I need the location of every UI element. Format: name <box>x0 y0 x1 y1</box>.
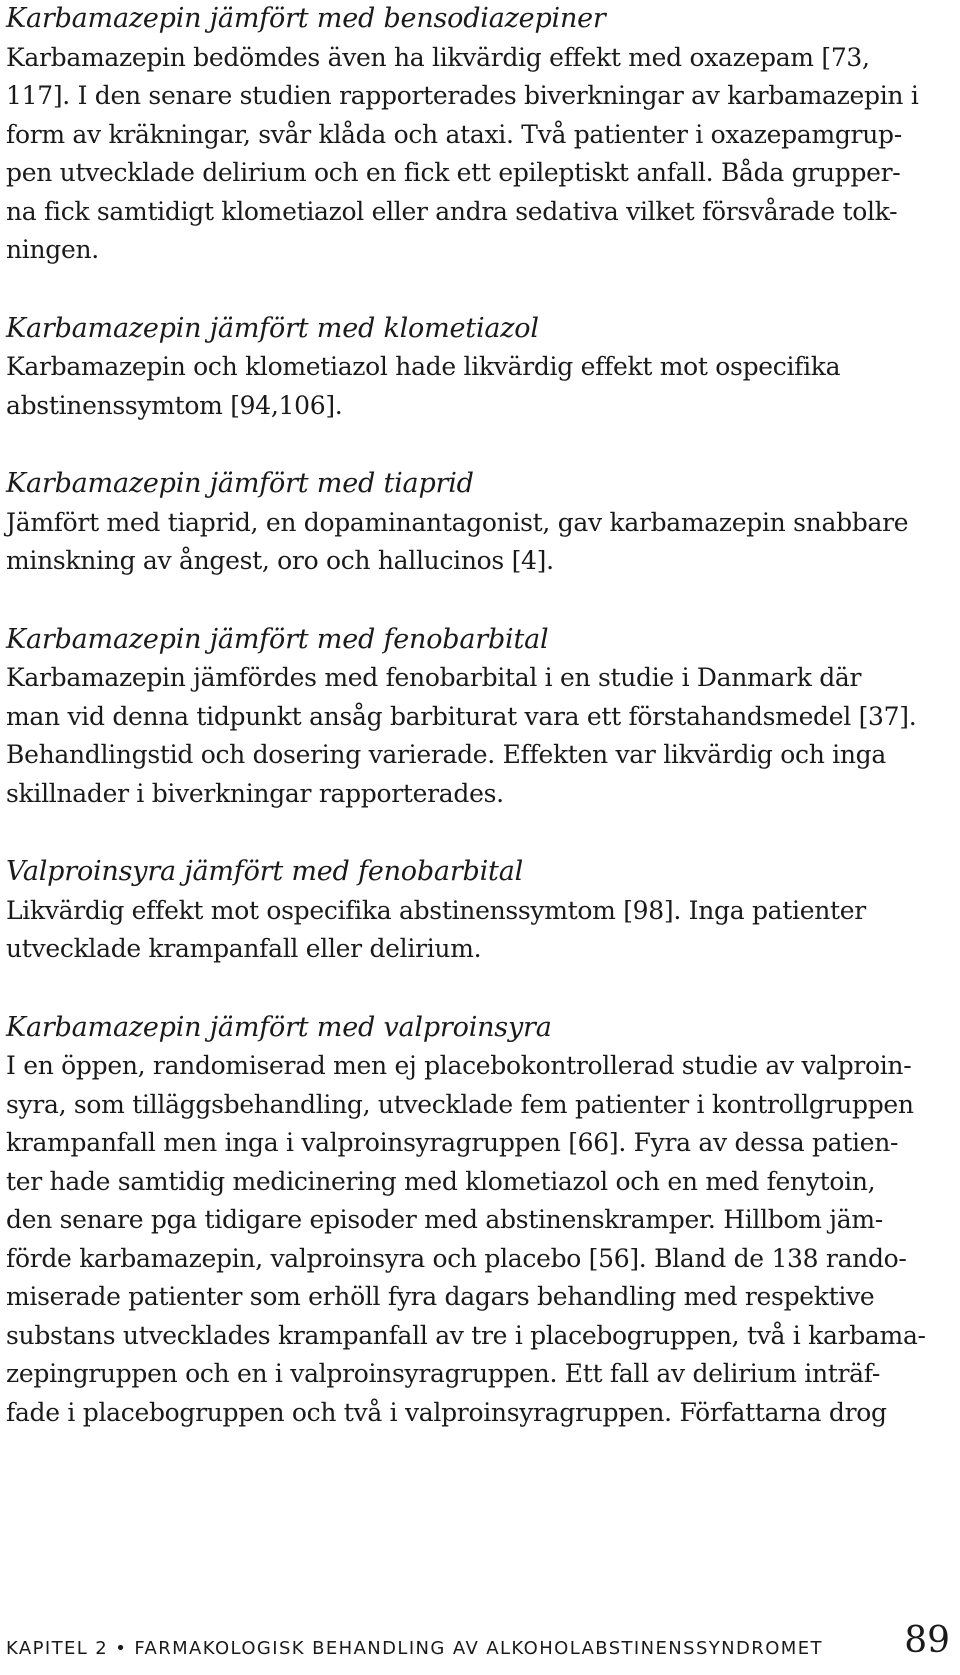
paragraph-line: Karbamazepin bedömdes även ha likvärdig effekt med oxazepam [73, <box>6 42 870 72</box>
paragraph-line: den senare pga tidigare episoder med abstinenskramper. Hillbom jäm- <box>6 1205 883 1234</box>
document-page <box>6 0 950 1432</box>
section-klometiazol <box>6 310 950 426</box>
paragraph-line: ningen. <box>6 235 99 264</box>
paragraph-line: zepingruppen och en i valproinsyragruppen. Ett fall av delirium inträf- <box>6 1359 881 1388</box>
section-tiaprid <box>6 465 950 581</box>
section-bensodiazepiner <box>6 0 950 270</box>
paragraph-line: Karbamazepin jämfördes med fenobarbital i en studie i Danmark där <box>6 663 862 692</box>
paragraph-line: Karbamazepin och klometiazol hade likvärdig effekt mot ospecifika <box>6 352 841 381</box>
section-heading: Karbamazepin jämfört med klometiazol <box>6 312 539 344</box>
paragraph-line: Jämfört med tiaprid, en dopaminantagonist, gav karbamazepin snabbare <box>6 507 909 537</box>
paragraph-line: fade i placebogruppen och två i valproinsyragruppen. Författarna drog <box>6 1397 887 1427</box>
paragraph-line: abstinenssymtom [94,106]. <box>6 390 343 420</box>
paragraph-line: syra, som tilläggsbehandling, utvecklade fem patienter i kontrollgruppen <box>6 1089 914 1119</box>
paragraph-line: 117]. I den senare studien rapporterades biverkningar av karbamazepin i <box>6 81 919 110</box>
section-heading: Karbamazepin jämfört med tiaprid <box>6 468 474 499</box>
section-heading: Karbamazepin jämfört med bensodiazepiner <box>6 3 606 34</box>
running-head: KAPITEL 2 • FARMAKOLOGISK BEHANDLING AV ALKOHOLABSTINENSSYNDROMET <box>6 1638 823 1659</box>
paragraph-line: miserade patienter som erhöll fyra dagars behandling med respektive <box>6 1282 875 1311</box>
paragraph-line: krampanfall men inga i valproinsyragruppen [66]. Fyra av dessa patien- <box>6 1128 899 1157</box>
section-valproinsyra <box>6 1009 950 1433</box>
section-heading: Karbamazepin jämfört med valproinsyra <box>6 1011 552 1043</box>
section-heading: Valproinsyra jämfört med fenobarbital <box>6 856 524 887</box>
section-heading: Karbamazepin jämfört med fenobarbital <box>6 623 549 655</box>
paragraph-line: form av kräkningar, svår klåda och ataxi. Två patienter i oxazepamgrup- <box>6 119 902 149</box>
section-valproinsyra-fenobarbital <box>6 853 950 969</box>
paragraph-line: minskning av ångest, oro och hallucinos [4]. <box>6 546 554 575</box>
paragraph-line: Likvärdig effekt mot ospecifika abstinenssymtom [98]. Inga patienter <box>6 895 866 925</box>
paragraph-line: förde karbamazepin, valproinsyra och placebo [56]. Bland de 138 rando- <box>6 1243 907 1273</box>
paragraph-line: substans utvecklades krampanfall av tre i placebogruppen, två i karbama- <box>6 1320 926 1350</box>
paragraph-line: na fick samtidigt klometiazol eller andra sedativa vilket försvårade tolk- <box>6 196 898 226</box>
paragraph-line: ter hade samtidig medicinering med klometiazol och en med fenytoin, <box>6 1166 876 1196</box>
paragraph-line: I en öppen, randomiserad men ej placebokontrollerad studie av valproin- <box>6 1051 912 1080</box>
paragraph-line: man vid denna tidpunkt ansåg barbiturat vara ett förstahandsmedel [37]. <box>6 701 917 731</box>
section-fenobarbital <box>6 621 950 814</box>
page-number: 89 <box>904 1620 950 1661</box>
paragraph-line: skillnader i biverkningar rapporterades. <box>6 778 504 808</box>
page-footer <box>6 1620 950 1668</box>
paragraph-line: utvecklade krampanfall eller delirium. <box>6 934 482 963</box>
paragraph-line: Behandlingstid och dosering varierade. Effekten var likvärdig och inga <box>6 740 886 769</box>
paragraph-line: pen utvecklade delirium och en fick ett epileptiskt anfall. Båda grupper- <box>6 158 901 187</box>
